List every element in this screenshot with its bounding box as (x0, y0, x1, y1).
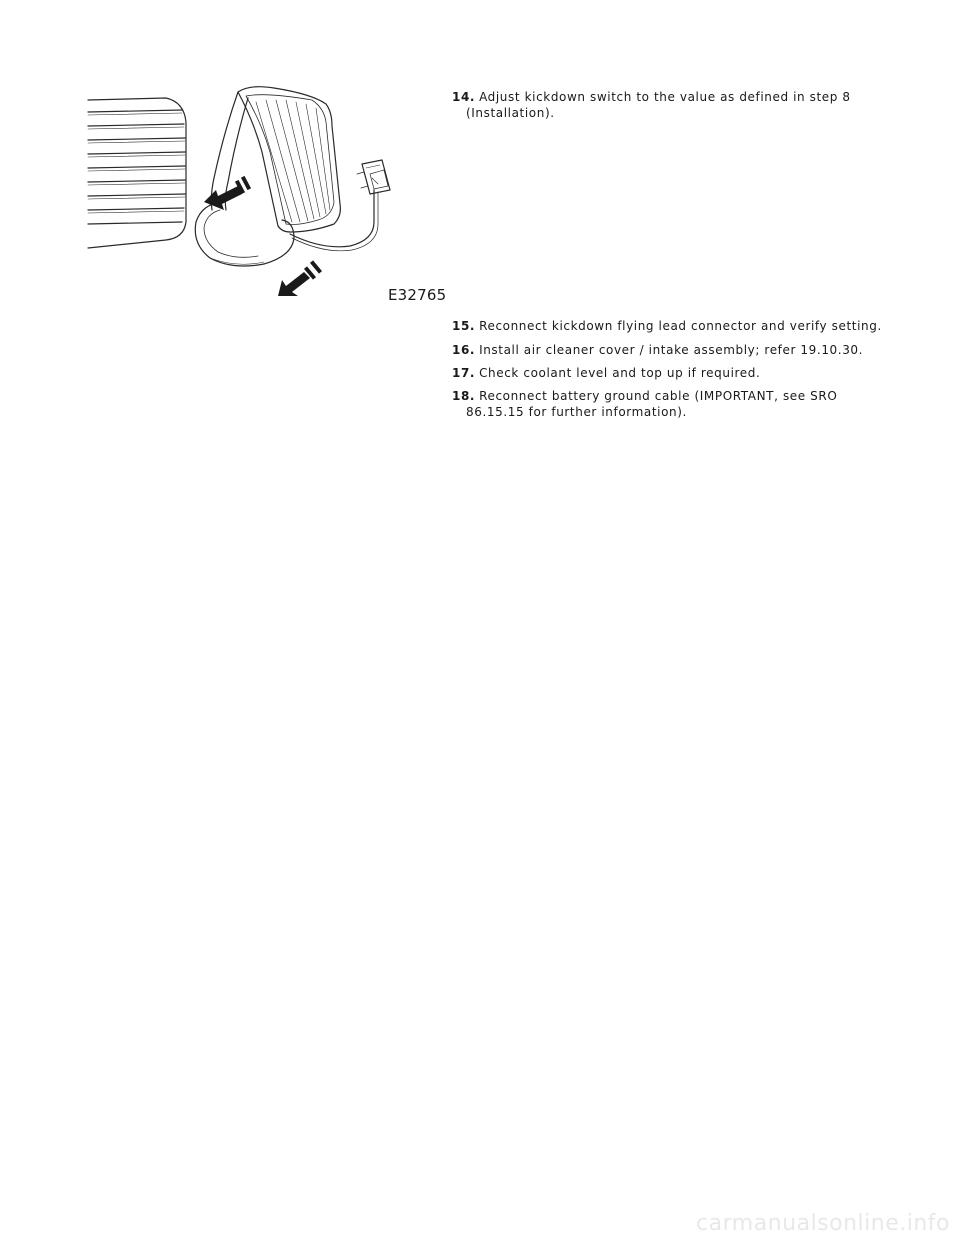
pedal-illustration (86, 82, 456, 308)
step-text: Reconnect kickdown flying lead connector and verify setting. (479, 319, 882, 333)
step-15 (452, 318, 882, 334)
step-18 (452, 388, 882, 420)
step-number: 17. (452, 366, 476, 380)
step-text: Install air cleaner cover / intake assembly; refer 19.10.30. (479, 343, 864, 357)
step-14 (452, 89, 882, 121)
step-number: 14. (452, 90, 476, 104)
step-text-continued: (Installation). (466, 106, 555, 120)
arrow-down-left-icon (278, 260, 322, 296)
step-text-continued: 86.15.15 for further information). (466, 405, 687, 419)
watermark: carmanualsonline.info (696, 1211, 950, 1236)
figure-code: E32765 (388, 286, 447, 304)
step-text: Check coolant level and top up if required. (479, 366, 761, 380)
step-17 (452, 365, 882, 381)
accelerator-pedal-illustration (86, 82, 456, 308)
step-text: Reconnect battery ground cable (IMPORTANT, see SRO (479, 389, 838, 403)
step-number: 15. (452, 319, 476, 333)
step-text: Adjust kickdown switch to the value as defined in step 8 (479, 90, 851, 104)
step-number: 16. (452, 343, 476, 357)
step-16 (452, 342, 882, 358)
step-number: 18. (452, 389, 476, 403)
